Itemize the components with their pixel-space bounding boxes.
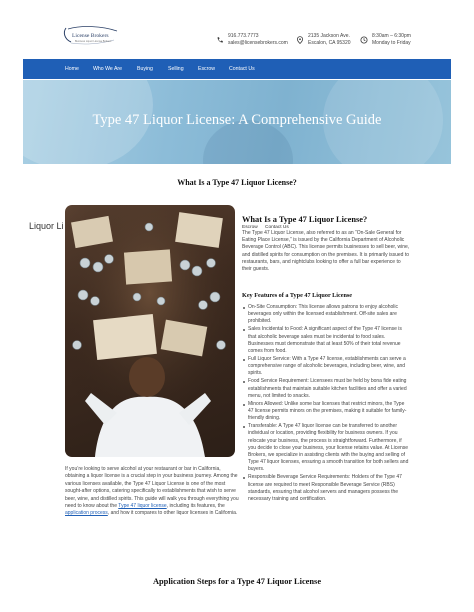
logo-tagline: Business Liquor License Brokers	[75, 40, 112, 43]
nav-escrow[interactable]: Escrow	[198, 66, 216, 72]
phone-number[interactable]: 916.773.7773	[228, 33, 259, 39]
hours-line-2: Monday to Friday	[372, 40, 411, 46]
nav-buying[interactable]: Buying	[137, 66, 153, 72]
address-line-1: 2135 Jackson Ave.	[308, 33, 350, 39]
nav-contact-us[interactable]: Contact Us	[229, 66, 255, 72]
logo-name: License Brokers	[72, 33, 109, 39]
phone-icon	[216, 36, 224, 44]
list-item: Sales Incidental to Food: A significant aspect of the Type 47 license is that alcoholic beverage sales must be incidental to food sales. Businesses must demonstrate that at least 50% of their total revenue comes from food.	[242, 326, 410, 355]
logo[interactable]	[62, 26, 126, 46]
list-item: Food Service Requirement: Licensees must be held by bona fide eating establishments that maintain suitable kitchen facilities and offer a varied menu, not limited to snacks.	[242, 378, 410, 400]
intro-paragraph: If you’re looking to serve alcohol at your restaurant or bar in California, obtaining a liquor license is a crucial step in your business journey. Among the various licenses available, the Type 47 Liquor License is one of the most sought-after options, catering specifically to establishments that wish to serve beer, wine, and distilled spirits. This guide will walk you through everything you need to know about the Type 47 liquor license, including its features, the application process, and how it compares to other liquor licenses in California.	[65, 466, 239, 517]
right-heading: What Is a Type 47 Liquor License?	[242, 215, 368, 224]
hours-line-1: 8:30am – 6:30pm	[372, 33, 411, 39]
section-title: What Is a Type 47 Liquor License?	[177, 178, 297, 187]
main-nav	[23, 59, 451, 79]
nav-who-we-are[interactable]: Who We Are	[93, 66, 123, 72]
email-address[interactable]: sales@licensebrokers.com	[228, 40, 288, 46]
list-item: Full Liquor Service: With a Type 47 license, establishments can serve a comprehensive range of alcoholic beverages, including beer, wine, and spirits.	[242, 356, 410, 378]
type-47-license-link[interactable]: Type 47 liquor license	[118, 503, 167, 510]
clock-icon	[360, 36, 368, 44]
address-line-2: Escalon, CA 95320	[308, 40, 351, 46]
list-item: Minors Allowed: Unlike some bar licenses that restrict minors, the Type 47 license permits minors on the premises, making it suitable for family-friendly dining.	[242, 401, 410, 423]
next-section-title: Application Steps for a Type 47 Liquor License	[152, 577, 322, 586]
features-heading: Key Features of a Type 47 Liquor License	[242, 292, 353, 299]
list-item: Transferable: A Type 47 liquor license can be transferred to another individual or location, providing flexibility for business owners. If you relocate your business, the process is straightforward. Furthermore, if you decide to close your business, your license retains value. At License Brokers, we specialize in assisting clients with the buying and selling of Type 47 liquor licenses, ensuring a smooth transition for both sellers and buyers.	[242, 423, 410, 473]
list-item: Responsible Beverage Service Requirements: Holders of the Type 47 license are required to meet Responsible Beverage Service (RBS) standards, ensuring that alcohol servers and managers possess the necessary training and certification.	[242, 474, 410, 503]
map-pin-icon	[296, 36, 304, 44]
artifact-nav-contact: Contact Us	[265, 225, 289, 230]
hero-banner	[23, 80, 451, 164]
nav-selling[interactable]: Selling	[168, 66, 184, 72]
nav-home[interactable]: Home	[65, 66, 79, 72]
site-header	[0, 0, 474, 58]
hero-title: Type 47 Liquor License: A Comprehensive Guide	[92, 112, 382, 128]
artifact-text: Liquor Li	[29, 221, 64, 231]
photo-illustration	[65, 205, 235, 457]
features-list	[242, 304, 410, 504]
bartender-photo	[65, 205, 235, 457]
artifact-nav-escrow: Escrow	[242, 225, 258, 230]
list-item: On-Site Consumption: This license allows patrons to enjoy alcoholic beverages only within the licensed establishment. Off-site sales are prohibited.	[242, 304, 410, 326]
application-process-link[interactable]: application process	[65, 510, 108, 517]
right-paragraph: The Type 47 Liquor License, also referred to as an “On-Sale General for Eating Place License,” is issued by the California Department of Alcoholic Beverage Control (ABC). This license permits businesses to sell beer, wine, and distilled spirits for consumption on the premises. It is primarily issued to restaurants, bars, and nightclubs looking to offer a full bar experience to their guests.	[242, 230, 410, 273]
